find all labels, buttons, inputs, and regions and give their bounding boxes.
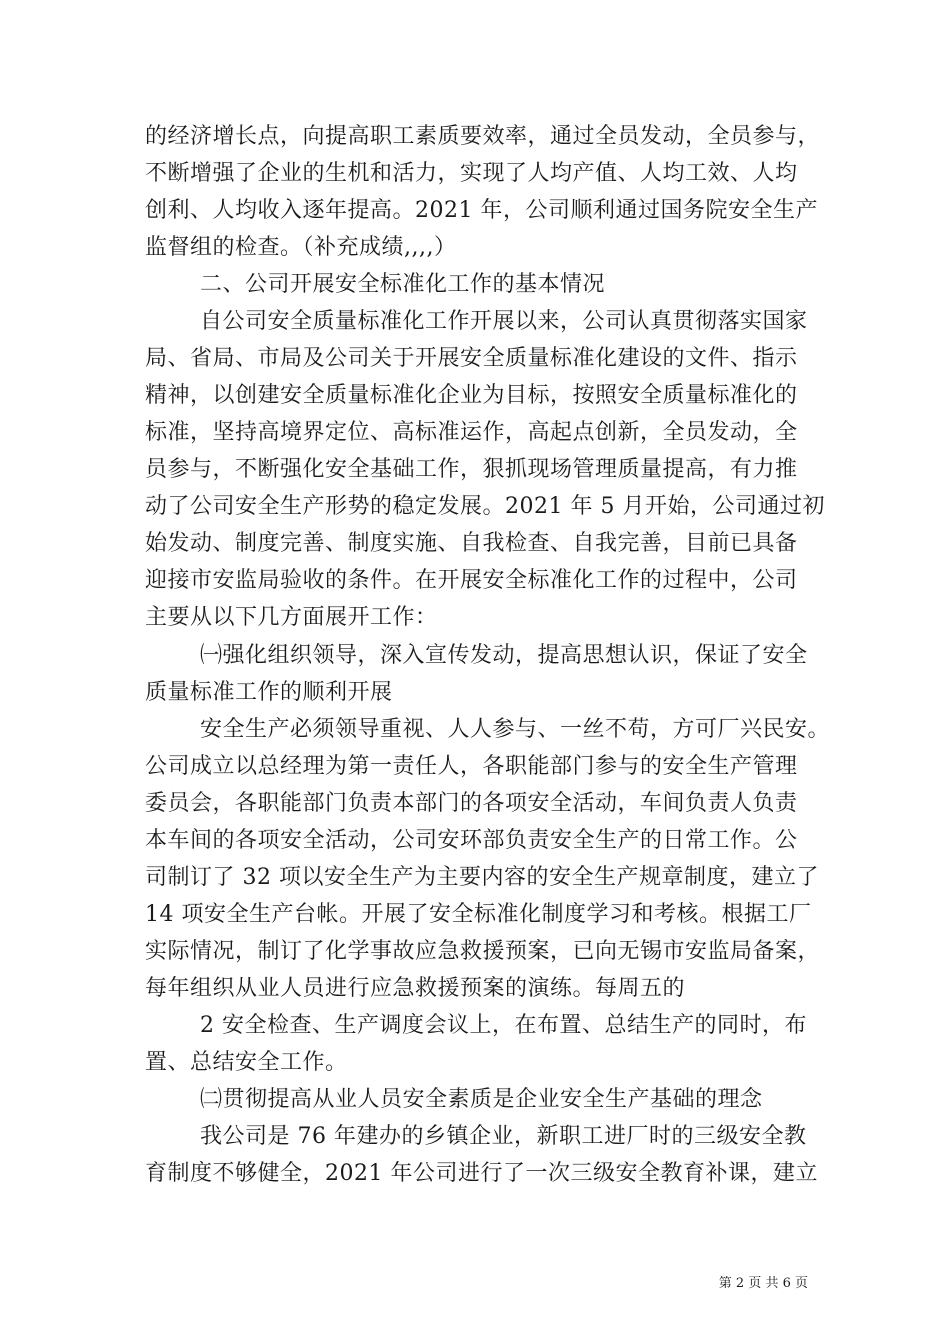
- text-line: 本车间的各项安全活动，公司安环部负责安全生产的日常工作。公: [145, 828, 798, 853]
- text-line: 不断增强了企业的生机和活力，实现了人均产值、人均工效、人均: [145, 161, 798, 186]
- page-number: 第 2 页 共 6 页: [718, 1276, 808, 1291]
- text-line: 公司成立以总经理为第一责任人，各职能部门参与的安全生产管理: [145, 754, 798, 779]
- text-line: 委员会，各职能部门负责本部门的各项安全活动，车间负责人负责: [145, 791, 798, 816]
- text-line: 安全生产必须领导重视、人人参与、一丝不苟，方可厂兴民安。: [200, 717, 831, 742]
- text-line: 自公司安全质量标准化工作开展以来，公司认真贯彻落实国家: [200, 309, 808, 334]
- subsection-heading: 质量标准工作的顺利开展: [145, 680, 393, 705]
- text-line: 局、省局、市局及公司关于开展安全质量标准化建设的文件、指示: [145, 346, 798, 371]
- text-line: 始发动、制度完善、制度实施、自我检查、自我完善，目前已具备: [145, 531, 798, 556]
- text-line: 员参与，不断强化安全基础工作，狠抓现场管理质量提高，有力推: [145, 457, 798, 482]
- text-line: 迎接市安监局验收的条件。在开展安全标准化工作的过程中，公司: [145, 568, 798, 593]
- text-line: 实际情况，制订了化学事故应急救援预案，已向无锡市安监局备案，: [145, 939, 821, 964]
- text-line: 司制订了 32 项以安全生产为主要内容的安全生产规章制度，建立了: [145, 865, 819, 890]
- text-line: 14 项安全生产台帐。开展了安全标准化制度学习和考核。根据工厂: [145, 902, 812, 927]
- text-line: 2 安全检查、生产调度会议上，在布置、总结生产的同时，布: [200, 1013, 807, 1038]
- subsection-heading: ㈡贯彻提高从业人员安全素质是企业安全生产基础的理念: [200, 1087, 763, 1112]
- text-line: 主要从以下几方面展开工作：: [145, 605, 438, 630]
- text-line: 置、总结安全工作。: [145, 1050, 348, 1075]
- text-line: 我公司是 76 年建办的乡镇企业，新职工进厂时的三级安全教: [200, 1124, 807, 1149]
- text-line: 监督组的检查。（补充成绩,,,,）: [145, 235, 457, 260]
- text-line: 的经济增长点，向提高职工素质要效率，通过全员发动，全员参与，: [145, 124, 821, 149]
- subsection-heading: ㈠强化组织领导，深入宣传发动，提高思想认识，保证了安全: [200, 643, 808, 668]
- text-line: 育制度不够健全，2021 年公司进行了一次三级安全教育补课，建立: [145, 1161, 818, 1186]
- text-line: 创利、人均收入逐年提高。2021 年，公司顺利通过国务院安全生产: [145, 198, 818, 223]
- text-line: 标准，坚持高境界定位、高标准运作，高起点创新，全员发动，全: [145, 420, 798, 445]
- text-line: 动了公司安全生产形势的稳定发展。2021 年 5 月开始，公司通过初: [145, 494, 825, 519]
- section-heading: 二、公司开展安全标准化工作的基本情况: [200, 272, 606, 297]
- text-line: 精神，以创建安全质量标准化企业为目标，按照安全质量标准化的: [145, 383, 798, 408]
- text-line: 每年组织从业人员进行应急救援预案的演练。每周五的: [145, 976, 686, 1001]
